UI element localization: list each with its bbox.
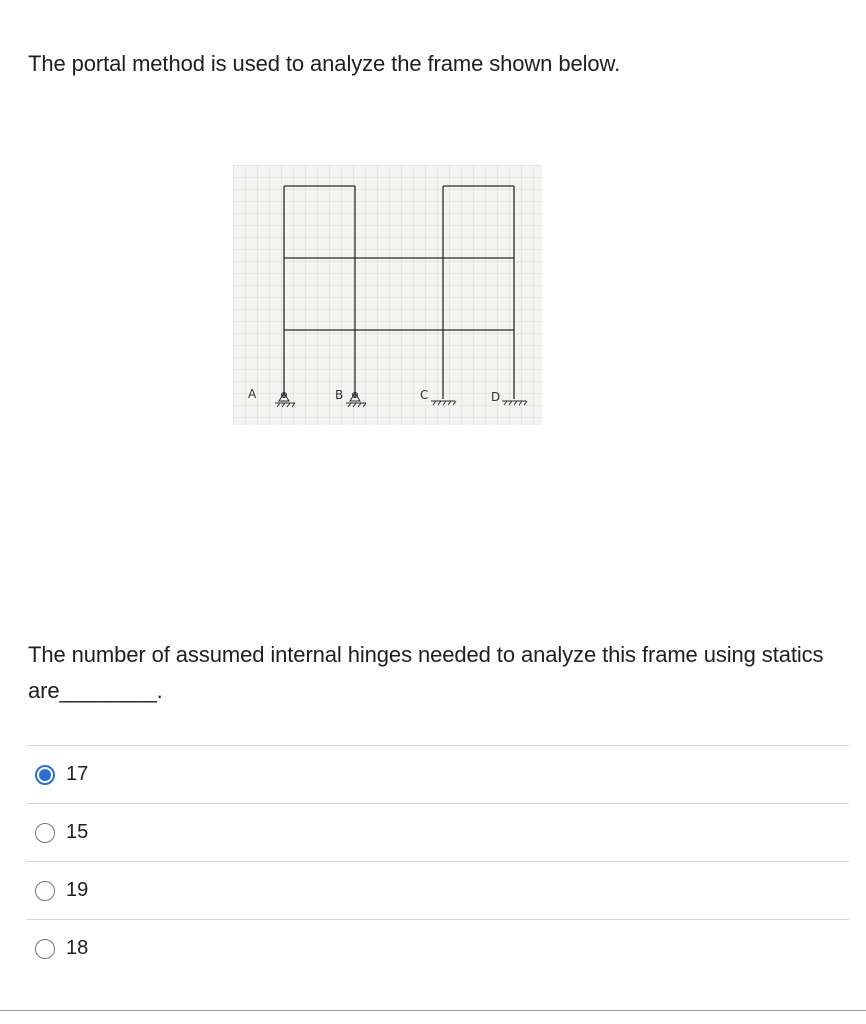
answer-option[interactable] [27,745,849,803]
support-label-d: D [491,390,501,404]
answer-label: 17 [66,763,89,785]
answer-label: 19 [66,879,89,901]
support-label-c: C [420,388,429,402]
radio-button[interactable] [35,939,55,959]
answer-option[interactable] [27,919,849,977]
question-intro: The portal method is used to analyze the frame shown below. [28,51,621,76]
answer-label: 18 [66,937,89,959]
question-prompt: The number of assumed internal hinges needed to analyze this frame using statics are________. [28,642,824,703]
answer-list [27,745,849,977]
radio-dot-icon [39,769,51,781]
radio-button-selected[interactable] [35,765,55,785]
answer-option[interactable] [27,861,849,919]
radio-button[interactable] [35,881,55,901]
radio-button[interactable] [35,823,55,843]
support-label-a: A [248,387,257,401]
frame-sketch [233,165,542,425]
support-label-b: B [335,388,344,402]
bottom-divider [0,1010,866,1011]
answer-label: 15 [66,821,89,843]
answer-option[interactable] [27,803,849,861]
